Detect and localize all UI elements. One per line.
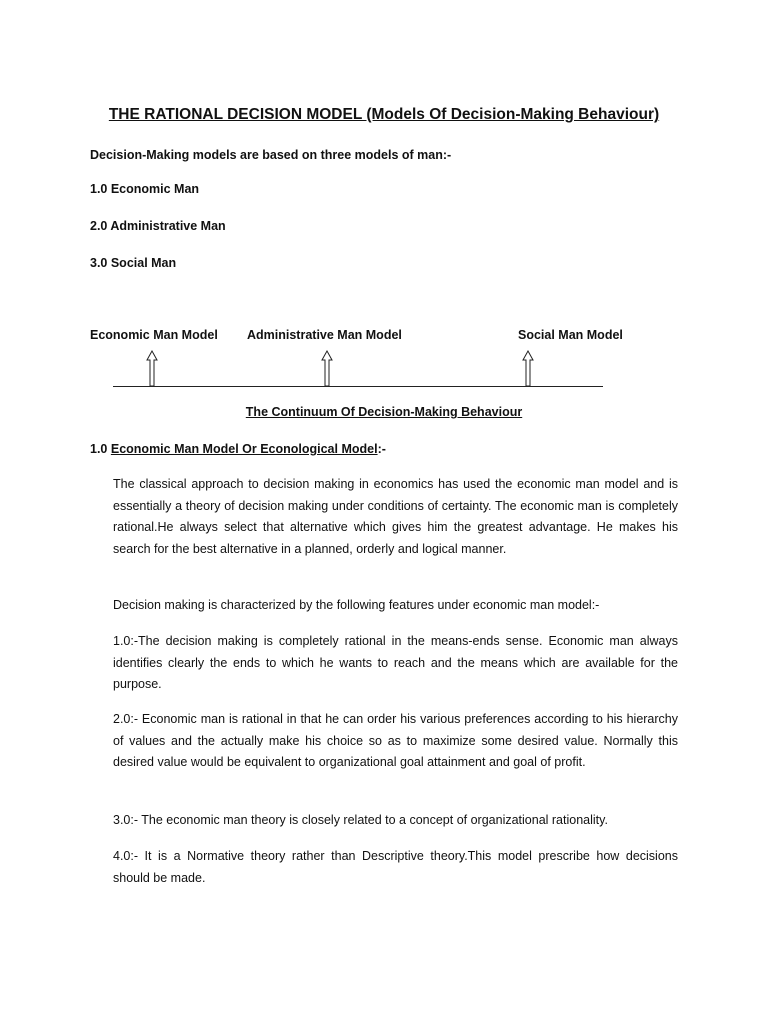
- diagram-label-administrative: Administrative Man Model: [247, 328, 402, 342]
- section-heading: [90, 442, 386, 456]
- paragraph-point-4: 4.0:- It is a Normative theory rather than Descriptive theory.This model prescribe how decisions should be made.: [113, 849, 678, 885]
- paragraph-features-intro: Decision making is characterized by the following features under economic man model:-: [113, 598, 600, 612]
- up-arrow-icon: [146, 350, 158, 387]
- paragraph-point-3: 3.0:- The economic man theory is closely related to a concept of organizational rationality.: [113, 813, 608, 827]
- up-arrow-icon: [321, 350, 333, 387]
- paragraph-point-2: 2.0:- Economic man is rational in that he can order his various preferences according to his hierarchy of values and the actually make his choice so as to maximize some desired value. Normally this desired value would be equivalent to organizational goal attainment and goal of profit.: [113, 712, 678, 769]
- continuum-axis-line: [113, 386, 603, 387]
- continuum-caption: The Continuum Of Decision-Making Behaviour: [245, 405, 523, 419]
- section-number: 1.0: [90, 442, 108, 456]
- up-arrow-icon: [522, 350, 534, 387]
- section-heading-text: Economic Man Model Or Econological Model: [110, 442, 378, 456]
- model-item-economic: 1.0 Economic Man: [90, 182, 200, 196]
- diagram-label-social: Social Man Model: [518, 328, 623, 342]
- diagram-label-economic: Economic Man Model: [90, 328, 218, 342]
- intro-line: Decision-Making models are based on three models of man:-: [90, 148, 452, 162]
- paragraph-point-1: 1.0:-The decision making is completely rational in the means-ends sense. Economic man always identifies clearly the ends to which he wants to reach and the means which are available for the purpose.: [113, 634, 678, 691]
- document-title: THE RATIONAL DECISION MODEL (Models Of Decision-Making Behaviour): [108, 106, 660, 123]
- model-item-social: 3.0 Social Man: [90, 256, 177, 270]
- section-heading-suffix: :-: [377, 442, 386, 456]
- model-item-administrative: 2.0 Administrative Man: [90, 219, 226, 233]
- paragraph-classical-approach: The classical approach to decision making in economics has used the economic man model and is essentially a theory of decision making under conditions of certainty. The economic man is completely rational.He always select that alternative which gives him the greatest advantage. He makes his search for the best alternative in a planned, orderly and logical manner.: [113, 477, 678, 556]
